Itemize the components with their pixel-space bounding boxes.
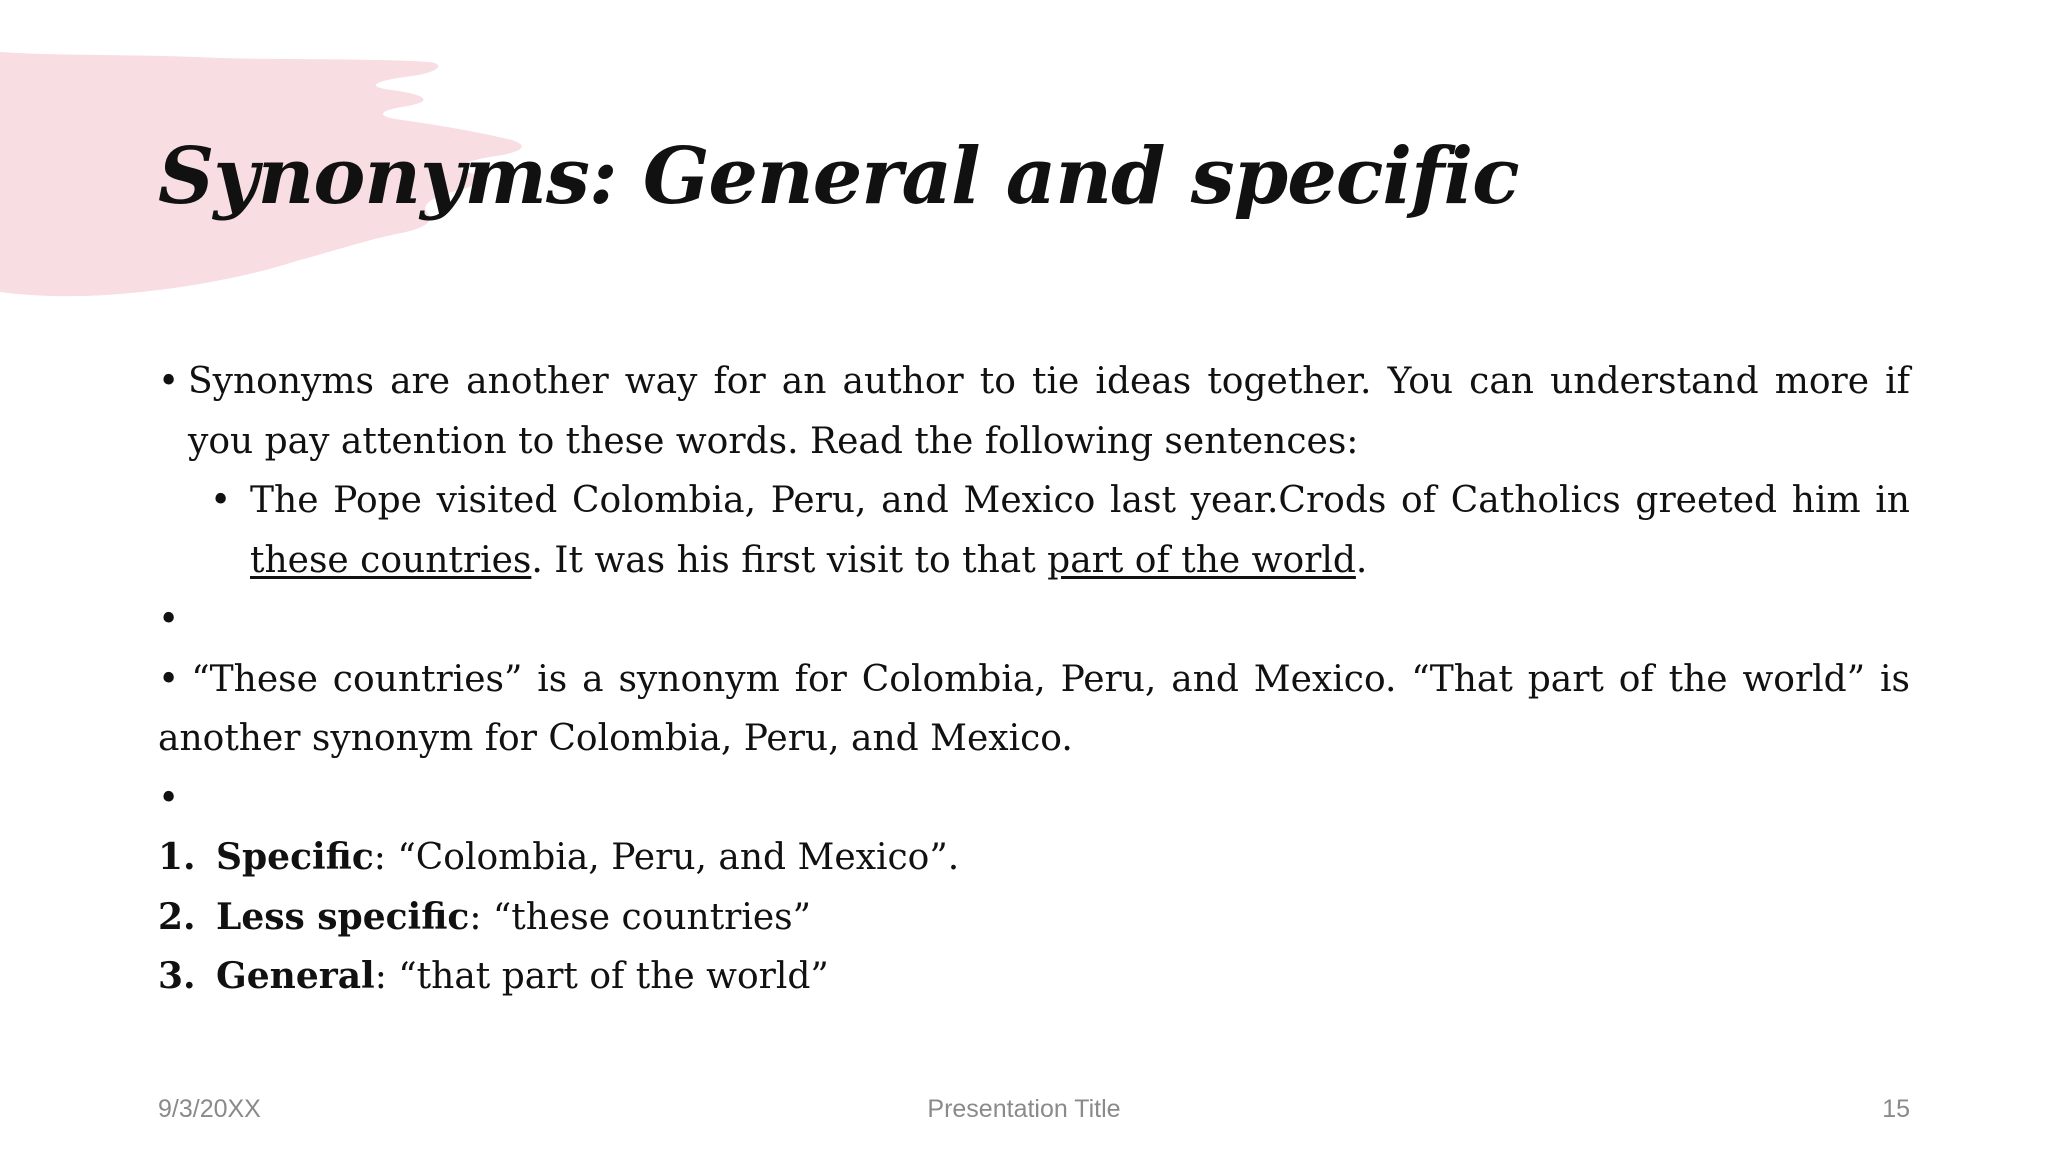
footer-page-number: 15 [1882,1095,1910,1123]
list-text: : “these countries” [469,896,812,938]
footer-date: 9/3/20XX [158,1095,261,1123]
bullet-empty-2 [158,769,1910,829]
list-item [158,888,1910,948]
slide-body [158,352,1910,1007]
list-number: 2. [158,895,196,938]
bullet-marker: • [158,658,180,700]
list-text: : “that part of the world” [374,956,829,997]
list-text: : “Colombia, Peru, and Mexico”. [373,837,960,878]
bullet-marker: • [158,361,180,402]
example-text-part1: The Pope visited Colombia, Peru, and Mexico last year.Crods of Catholics greeted him in [250,480,1910,521]
list-term: Specific [216,836,374,878]
footer-presentation-title: Presentation Title [927,1095,1121,1123]
list-number: 3. [158,955,196,997]
example-underlined-part-of-the-world: part of the world [1047,539,1356,581]
list-term: Less specific [216,895,470,938]
bullet-intro [158,352,1910,471]
intro-text: Synonyms are another way for an author to tie ideas together. You can understand more if you pay attention to these words. Read the following sentences: [188,361,1910,462]
bullet-marker: • [210,480,232,521]
bullet-explanation [158,650,1910,769]
bullet-empty-1 [158,590,1910,650]
example-text-part3: . [1355,539,1368,581]
bullet-marker: • [158,599,180,640]
bullet-example [158,471,1910,590]
slide-title: Synonyms: General and specific [158,131,1519,222]
example-underlined-these-countries: these countries [250,539,532,581]
list-item [158,828,1910,888]
list-term: General [216,955,375,997]
list-item [158,947,1910,1007]
list-number: 1. [158,836,196,878]
numbered-list [158,828,1910,1007]
bullet-marker: • [158,777,180,819]
example-text-part2: . It was his first visit to that [531,539,1048,581]
explanation-text: “These countries” is a synonym for Colombia, Peru, and Mexico. “That part of the world” is another synonym for Colombia, Peru, and Mexico. [158,658,1910,759]
